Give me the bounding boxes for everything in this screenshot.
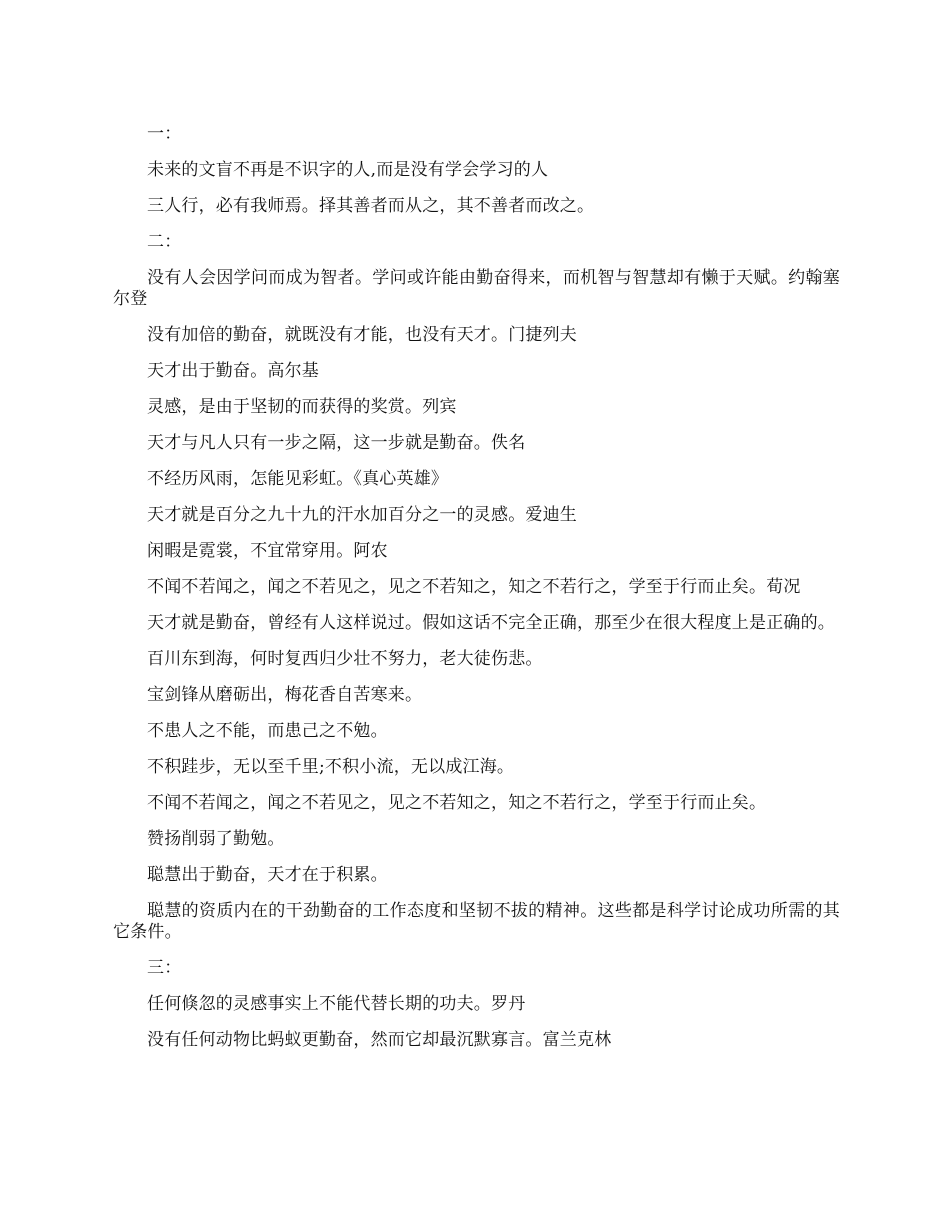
quote-paragraph: 没有加倍的勤奋，就既没有才能，也没有天才。门捷列夫: [147, 325, 577, 345]
section-heading-1: 一：: [147, 124, 182, 144]
quote-paragraph: 天才就是百分之九十九的汗水加百分之一的灵感。爱迪生: [147, 505, 577, 525]
document-body: [113, 124, 840, 1051]
quote-paragraph: 没有任何动物比蚂蚁更勤奋，然而它却最沉默寡言。富兰克林: [147, 1030, 612, 1050]
section-heading-2: 二：: [147, 232, 182, 252]
quote-paragraph: 天才就是勤奋，曾经有人这样说过。假如这话不完全正确，那至少在很大程度上是正确的。: [147, 613, 835, 633]
section-heading-3: 三：: [147, 958, 182, 978]
quote-paragraph: 三人行，必有我师焉。择其善者而从之，其不善者而改之。: [147, 196, 595, 216]
quote-paragraph: 未来的文盲不再是不识字的人,而是没有学会学习的人: [147, 160, 549, 180]
quote-paragraph: 闲暇是霓裳，不宜常穿用。阿农: [147, 541, 388, 561]
quote-paragraph: 聪慧出于勤奋，天才在于积累。: [147, 865, 388, 885]
quote-paragraph: 天才出于勤奋。高尔基: [147, 361, 319, 381]
quote-paragraph: 不闻不若闻之，闻之不若见之，见之不若知之，知之不若行之，学至于行而止矣。: [147, 793, 767, 813]
quote-paragraph: 不闻不若闻之，闻之不若见之，见之不若知之，知之不若行之，学至于行而止矣。荀况: [147, 577, 801, 597]
quote-paragraph: 任何倏忽的灵感事实上不能代替长期的功夫。罗丹: [147, 994, 526, 1014]
quote-paragraph: 不经历风雨，怎能见彩虹。《真心英雄》: [147, 469, 449, 489]
quote-paragraph: 百川东到海，何时复西归少壮不努力，老大徒伤悲。: [147, 649, 543, 669]
quote-paragraph: 宝剑锋从磨砺出，梅花香自苦寒来。: [147, 685, 423, 705]
quote-paragraph: 不患人之不能，而患己之不勉。: [147, 721, 388, 741]
quote-paragraph: 聪慧的资质内在的干劲勤奋的工作态度和坚韧不拔的精神。这些都是科学讨论成功所需的其它条件。: [113, 901, 840, 942]
quote-paragraph: 灵感，是由于坚韧的而获得的奖赏。列宾: [147, 397, 457, 417]
quote-paragraph: 赞扬削弱了勤勉。: [147, 829, 285, 849]
quote-paragraph: 没有人会因学问而成为智者。学问或许能由勤奋得来，而机智与智慧却有懒于天赋。约翰塞尔登: [113, 268, 840, 309]
quote-paragraph: 不积跬步，无以至千里;不积小流，无以成江海。: [147, 757, 515, 777]
quote-paragraph: 天才与凡人只有一步之隔，这一步就是勤奋。佚名: [147, 433, 526, 453]
